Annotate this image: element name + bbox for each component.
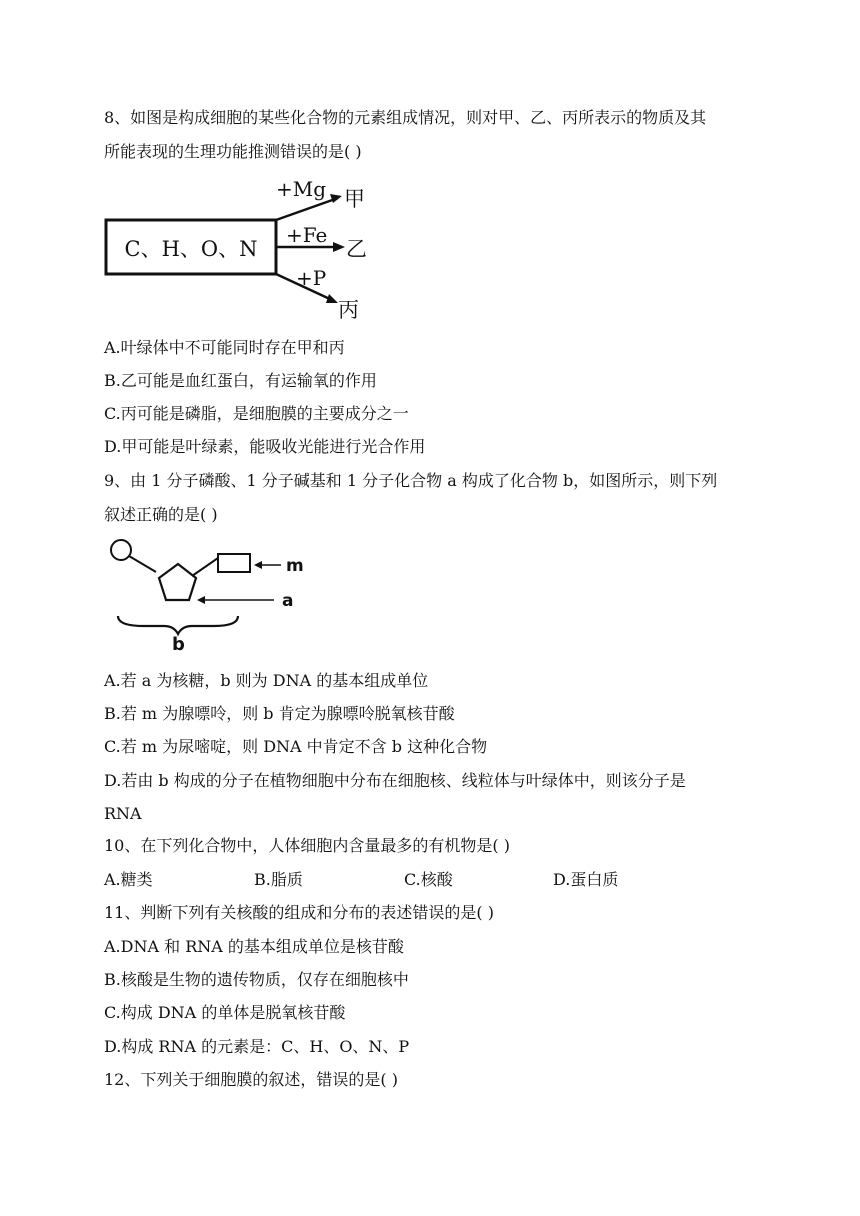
q11-option-d: D.构成 RNA 的元素是：C、H、O、N、P (104, 1037, 410, 1056)
q8-option-a: A.叶绿体中不可能同时存在甲和丙 (104, 338, 345, 357)
q9-nucleotide-diagram (104, 536, 314, 656)
arrow2-target: 乙 (346, 237, 367, 261)
arrow-head-2 (333, 242, 345, 252)
arrow-head-1 (330, 194, 342, 203)
q11-option-c: C.构成 DNA 的单体是脱氧核苷酸 (104, 1003, 346, 1022)
q8-option-b: B.乙可能是血红蛋白，有运输氧的作用 (104, 371, 377, 390)
q10-option-d: D.蛋白质 (553, 870, 619, 889)
q12-stem: 12、下列关于细胞膜的叙述，错误的是( ) (104, 1070, 398, 1089)
phosphate-circle (111, 540, 131, 560)
q9-option-d-line2: RNA (104, 804, 142, 823)
q8-option-c: C.丙可能是磷脂，是细胞膜的主要成分之一 (104, 404, 409, 423)
sugar-pentagon (159, 564, 196, 600)
element-box-text: C、H、O、N (124, 237, 258, 261)
q11-option-b: B.核酸是生物的遗传物质，仅存在细胞核中 (104, 970, 409, 989)
q11-stem: 11、判断下列有关核酸的组成和分布的表述错误的是( ) (104, 903, 494, 922)
q8-element-diagram (100, 172, 380, 324)
q9-option-d-line1: D.若由 b 构成的分子在植物细胞中分布在细胞核、线粒体与叶绿体中，则该分子是 (104, 771, 686, 790)
base-rectangle (218, 554, 250, 572)
q10-option-b: B.脂质 (254, 870, 303, 889)
q9-option-b: B.若 m 为腺嘌呤，则 b 肯定为腺嘌呤脱氧核苷酸 (104, 704, 455, 723)
label-b: b (172, 634, 185, 655)
arrow2-label: +Fe (286, 223, 328, 247)
brace-b (118, 616, 238, 634)
arrow3-label: +P (296, 266, 327, 290)
arrow-head-3 (326, 294, 338, 303)
arrow1-target: 甲 (344, 187, 365, 211)
q10-option-a: A.糖类 (104, 870, 153, 889)
q9-option-a: A.若 a 为核糖，b 则为 DNA 的基本组成单位 (104, 671, 429, 690)
q10-option-c: C.核酸 (404, 870, 453, 889)
q10-stem: 10、在下列化合物中，人体细胞内含量最多的有机物是( ) (104, 836, 510, 855)
q8-option-d: D.甲可能是叶绿素，能吸收光能进行光合作用 (104, 437, 426, 456)
arrow3-target: 丙 (338, 298, 359, 322)
arrow1-label: +Mg (276, 177, 327, 201)
q9-stem-line2: 叙述正确的是( ) (104, 505, 218, 524)
q11-option-a: A.DNA 和 RNA 的基本组成单位是核苷酸 (104, 937, 404, 956)
q9-option-c: C.若 m 为尿嘧啶，则 DNA 中肯定不含 b 这种化合物 (104, 737, 488, 756)
label-m: m (286, 556, 304, 576)
q8-stem-line2: 所能表现的生理功能推测错误的是( ) (104, 142, 362, 161)
label-a: a (282, 591, 294, 611)
q8-stem-line1: 8、如图是构成细胞的某些化合物的元素组成情况，则对甲、乙、丙所表示的物质及其 (104, 108, 707, 127)
q9-stem-line1: 9、由 1 分子磷酸、1 分子碱基和 1 分子化合物 a 构成了化合物 b，如图所示，则下列 (104, 471, 718, 490)
